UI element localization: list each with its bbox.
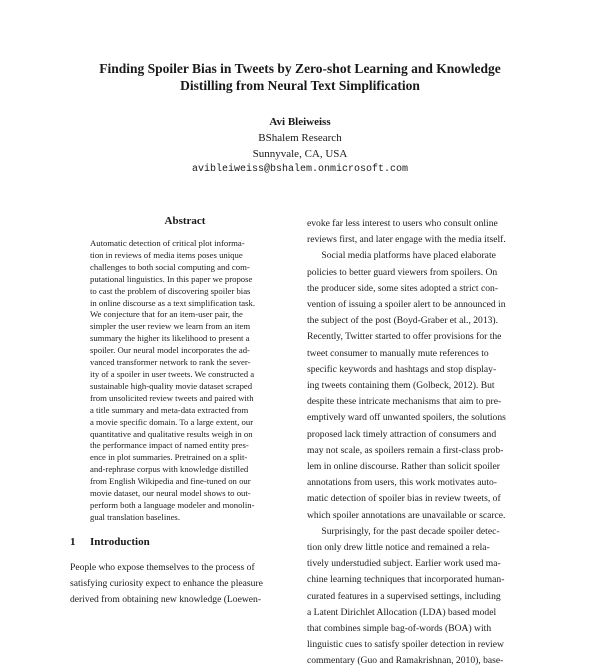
abstract-line: Automatic detection of critical plot informa- xyxy=(90,238,245,248)
abstract-line: tion in reviews of media items poses unique xyxy=(90,249,243,260)
abstract-line: the performance impact of named entity pres- xyxy=(90,440,249,451)
body-text-line: may not scale, as spoilers remain a first-class prob- xyxy=(307,444,504,456)
body-text-line: annotations from users, this work motivates auto- xyxy=(307,477,497,489)
abstract-line: from English Wikipedia and fine-tuned on our xyxy=(90,476,251,487)
body-text-line: reviews first, and later engage with the media itself. xyxy=(307,234,506,246)
abstract-line: summary the higher its likelihood to present a xyxy=(90,333,250,344)
body-text-line: proposed lack timely attraction of consumers and xyxy=(307,428,497,440)
section-number: 1 xyxy=(70,536,76,548)
abstract-heading: Abstract xyxy=(164,215,206,227)
body-text-line: chine learning techniques that incorporated human- xyxy=(307,574,505,586)
intro-line: People who expose themselves to the process of xyxy=(70,562,255,573)
author-name: Avi Bleiweiss xyxy=(269,116,331,128)
introduction-body xyxy=(70,560,292,609)
body-text-line: Recently, Twitter started to offer provisions for the xyxy=(307,331,502,343)
author-email: avibleiweiss@bshalem.onmicrosoft.com xyxy=(191,164,409,175)
abstract-body xyxy=(90,238,280,524)
abstract-line: ence in plot summaries. Pretrained on a split- xyxy=(90,452,248,463)
body-text-line: ing tweets containing them (Golbeck, 2012). But xyxy=(307,380,495,392)
author-affiliation: BShalem Research xyxy=(258,132,342,144)
body-text-line: the producer side, some sites adopted a strict con- xyxy=(307,282,499,294)
body-text-line: evoke far less interest to users who consult online xyxy=(307,218,498,229)
body-text-line: tively understudied subject. Earlier work used ma- xyxy=(307,558,501,570)
abstract-line: movie dataset, our neural model shows to out- xyxy=(90,488,251,499)
body-text-line: a Latent Dirichlet Allocation (LDA) based model xyxy=(307,606,497,618)
abstract-line: and-rephrase corpus with knowledge distilled xyxy=(90,464,249,475)
abstract-line: sustainable high-quality movie dataset scraped xyxy=(90,380,253,391)
body-text-line: which spoiler annotations are unavailable or scarce. xyxy=(307,509,506,521)
abstract-line: vanced transformer network to rank the sever- xyxy=(90,357,251,368)
abstract-line: a title summary and meta-data extracted from xyxy=(90,404,249,415)
body-text-line: commentary (Guo and Ramakrishnan, 2010), base- xyxy=(307,655,504,667)
body-text-line: emptively ward off unwanted spoilers, the solutions xyxy=(307,412,506,424)
body-text-line: tion only drew little notice and remained a rela- xyxy=(307,542,490,554)
body-text-line: specific keywords and hashtags and stop display- xyxy=(307,363,497,375)
abstract-line: quantitative and qualitative results weigh in on xyxy=(90,428,253,439)
section-title: Introduction xyxy=(90,536,150,548)
abstract-line: in online discourse as a text simplification task. xyxy=(90,297,256,308)
abstract-line: from unsolicited review tweets and paired with xyxy=(90,392,254,403)
body-text-line: matic detection of spoiler bias in review tweets, of xyxy=(307,493,501,505)
abstract-line: a movie specific domain. To a large extent, our xyxy=(90,416,254,427)
body-text-line: lem in online discourse. Rather than solicit spoiler xyxy=(307,461,500,473)
paper-title xyxy=(40,60,560,94)
abstract-line: to cast the problem of discovering spoiler bias xyxy=(90,285,251,296)
abstract-line: perform both a language modeler and monolin- xyxy=(90,499,255,510)
abstract-line: ity of a spoiler in user tweets. We constructed a xyxy=(90,368,255,379)
body-text-line: linguistic cues to satisfy spoiler detection in review xyxy=(307,639,504,651)
abstract-line: putational linguistics. In this paper we propose xyxy=(90,273,253,284)
author-location: Sunnyvale, CA, USA xyxy=(252,148,348,160)
body-text-line: vention of issuing a spoiler alert to be announced in xyxy=(307,299,506,311)
title-line-2: Distilling from Neural Text Simplification xyxy=(180,78,420,93)
intro-line: derived from obtaining new knowledge (Loewen- xyxy=(70,594,262,606)
section-heading-introduction xyxy=(70,536,150,548)
body-text-line: despite these intricate mechanisms that aim to pre- xyxy=(307,396,502,408)
right-column-body xyxy=(307,216,532,670)
author-block xyxy=(100,114,500,178)
abstract-line: simpler the user review we learn from an item xyxy=(90,321,251,332)
body-text-line: tweet consumer to manually mute references to xyxy=(307,347,489,359)
abstract-line: challenges to both social computing and com- xyxy=(90,261,250,272)
body-text-line: policies to better guard viewers from spoilers. On xyxy=(307,266,498,278)
body-text-line: curated features in a supervised settings, including xyxy=(307,590,501,602)
body-text-line: that combines simple bag-of-words (BOA) with xyxy=(307,623,492,635)
body-text-line: Social media platforms have placed elaborate xyxy=(307,250,496,262)
abstract-line: gual translation baselines. xyxy=(90,511,180,522)
intro-line: satisfying curiosity expect to enhance the pleasure xyxy=(70,578,263,590)
abstract-line: spoiler. Our neural model incorporates the ad- xyxy=(90,345,250,356)
abstract-line: We conjecture that for an item-user pair, the xyxy=(90,309,243,320)
title-line-1: Finding Spoiler Bias in Tweets by Zero-shot Learning and Knowledge xyxy=(99,61,501,76)
body-text-line: the subject of the post (Boyd-Graber et al., 2013). xyxy=(307,315,499,327)
body-text-line: Surprisingly, for the past decade spoiler detec- xyxy=(307,525,500,537)
